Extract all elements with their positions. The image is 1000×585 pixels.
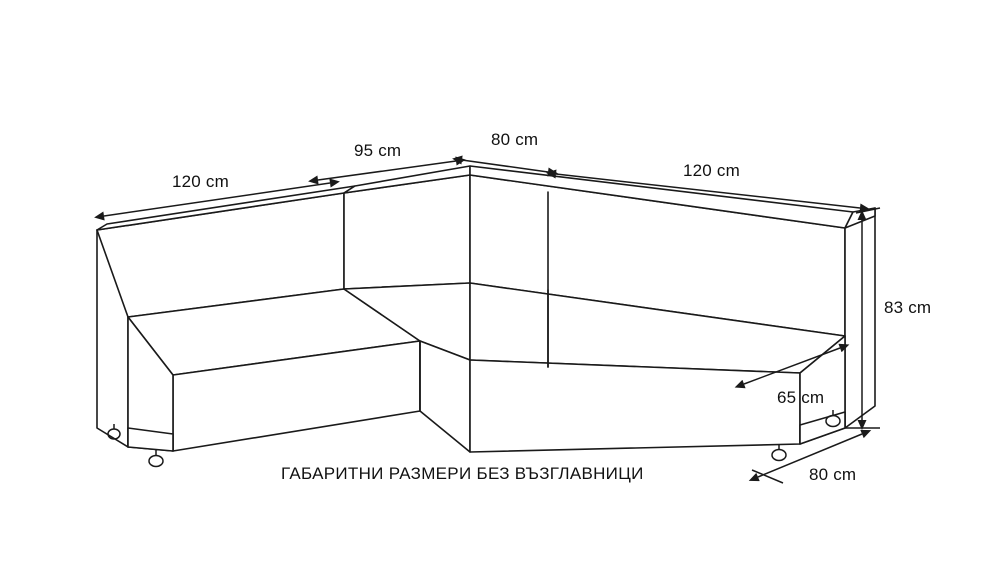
middle-backrest-face	[344, 175, 470, 289]
right-seat-front-face	[470, 360, 800, 452]
dimension-label-left-seat-width: 95 cm	[354, 141, 402, 160]
dimension-label-right-back-width: 120 cm	[683, 161, 740, 180]
right-backrest-end-panel	[845, 208, 875, 428]
corner-seat-front	[420, 341, 470, 452]
caster-left-front	[149, 456, 163, 467]
dimension-label-base-depth: 80 cm	[809, 465, 857, 484]
diagram-caption: ГАБАРИТНИ РАЗМЕРИ БЕЗ ВЪЗГЛАВНИЦИ	[281, 464, 644, 483]
ext-line-base-left	[752, 470, 783, 483]
sofa-body	[97, 166, 875, 452]
dimension-label-seat-depth: 65 cm	[777, 388, 825, 407]
dimension-label-corner-width: 80 cm	[491, 130, 539, 149]
dimension-label-left-back-width: 120 cm	[172, 172, 229, 191]
caster-right-front	[772, 450, 786, 461]
dimension-label-total-height: 83 cm	[884, 298, 932, 317]
